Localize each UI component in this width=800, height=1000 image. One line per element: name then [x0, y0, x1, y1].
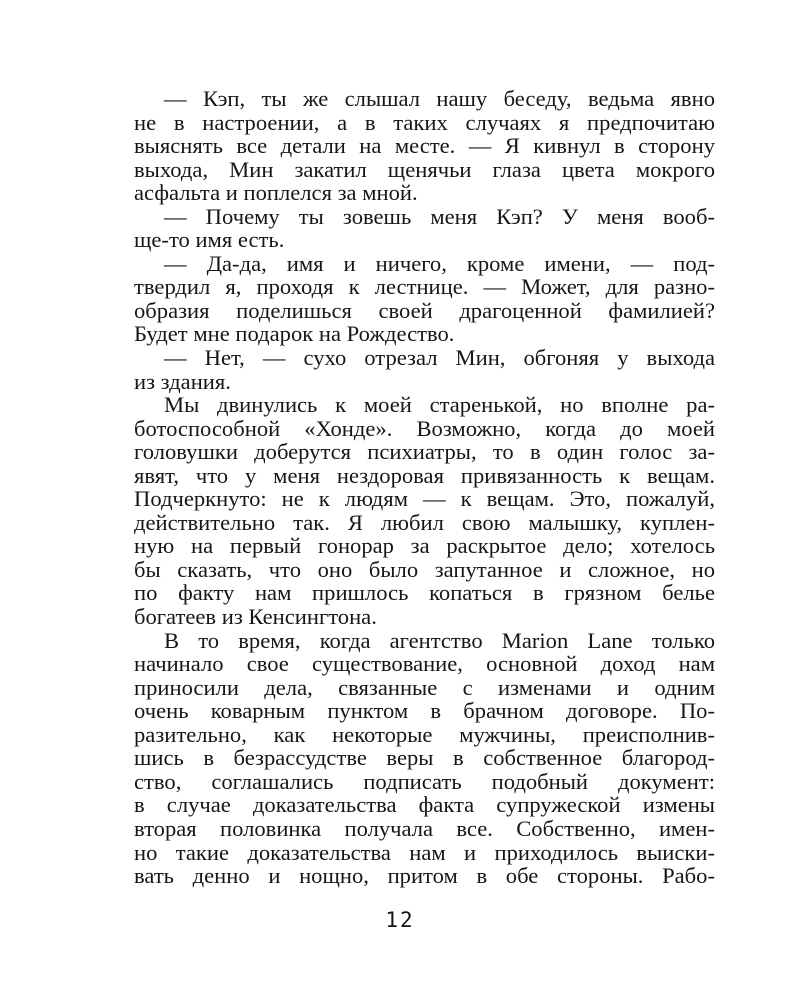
text-line: из здания. [134, 368, 231, 394]
text-line: разительно, как некоторые мужчины, преисполнив- [134, 721, 715, 747]
text-line: ство, соглашались подписать подобный документ: [134, 768, 715, 794]
text-line: начинало свое существование, основной доход нам [134, 651, 715, 677]
text-line: очень коварным пунктом в брачном договоре. По- [134, 698, 715, 724]
text-line: в случае доказательства факта супружеской измены [134, 792, 715, 818]
paragraph [134, 346, 715, 393]
text-line: ще-то имя есть. [134, 227, 285, 253]
text-line: но такие доказательства нам и приходилось выиски- [134, 839, 715, 865]
text-line: не в настроении, а в таких случаях я предпочитаю [134, 109, 715, 135]
text-line: — Да-да, имя и ничего, кроме имени, — под- [164, 250, 715, 276]
text-line: вторая половинка получала все. Собственно, имен- [134, 815, 715, 841]
page-number: 12 [385, 908, 415, 932]
paragraph [134, 629, 715, 888]
paragraph [134, 87, 715, 205]
text-line: — Почему ты зовешь меня Кэп? У меня вооб- [164, 203, 715, 229]
text-line: выяснять все детали на месте. — Я кивнул в сторону [134, 133, 715, 159]
text-line: шись в безрассудстве веры в собственное благород- [134, 745, 715, 771]
text-line: явят, что у меня нездоровая привязанность к вещам. [134, 462, 715, 488]
text-line: богатеев из Кенсингтона. [134, 604, 377, 630]
text-line: В то время, когда агентство Marion Lane только [164, 627, 715, 653]
text-line: выхода, Мин закатил щенячьи глаза цвета мокрого [134, 156, 715, 182]
paragraph [134, 252, 715, 346]
text-line: Подчеркнуто: не к людям — к вещам. Это, пожалуй, [134, 486, 715, 512]
text-line: головушки доберутся психиатры, то в один голос за- [134, 439, 715, 465]
body-text [134, 87, 715, 888]
text-line: Будет мне подарок на Рождество. [134, 321, 455, 347]
text-line: приносили дела, связанные с изменами и одним [134, 674, 715, 700]
text-line: действительно так. Я любил свою малышку, куплен- [134, 509, 715, 535]
text-line: асфальта и поплелся за мной. [134, 180, 418, 206]
text-line: вать денно и нощно, притом в обе стороны. Рабо- [134, 863, 715, 889]
text-line: ботоспособной «Хонде». Возможно, когда до моей [134, 415, 715, 441]
text-line: образия поделишься своей драгоценной фамилией? [134, 297, 715, 323]
paragraph [134, 393, 715, 628]
text-line: — Нет, — сухо отрезал Мин, обгоняя у выхода [164, 345, 715, 371]
text-line: ную на первый гонорар за раскрытое дело; хотелось [134, 533, 715, 559]
paragraph [134, 205, 715, 252]
text-line: бы сказать, что оно было запутанное и сложное, но [134, 556, 715, 582]
text-line: Мы двинулись к моей старенькой, но вполне ра- [164, 392, 715, 418]
text-line: — Кэп, ты же слышал нашу беседу, ведьма явно [164, 86, 715, 111]
text-line: по факту нам пришлось копаться в грязном белье [134, 580, 715, 606]
text-line: твердил я, проходя к лестнице. — Может, для разно- [134, 274, 715, 300]
